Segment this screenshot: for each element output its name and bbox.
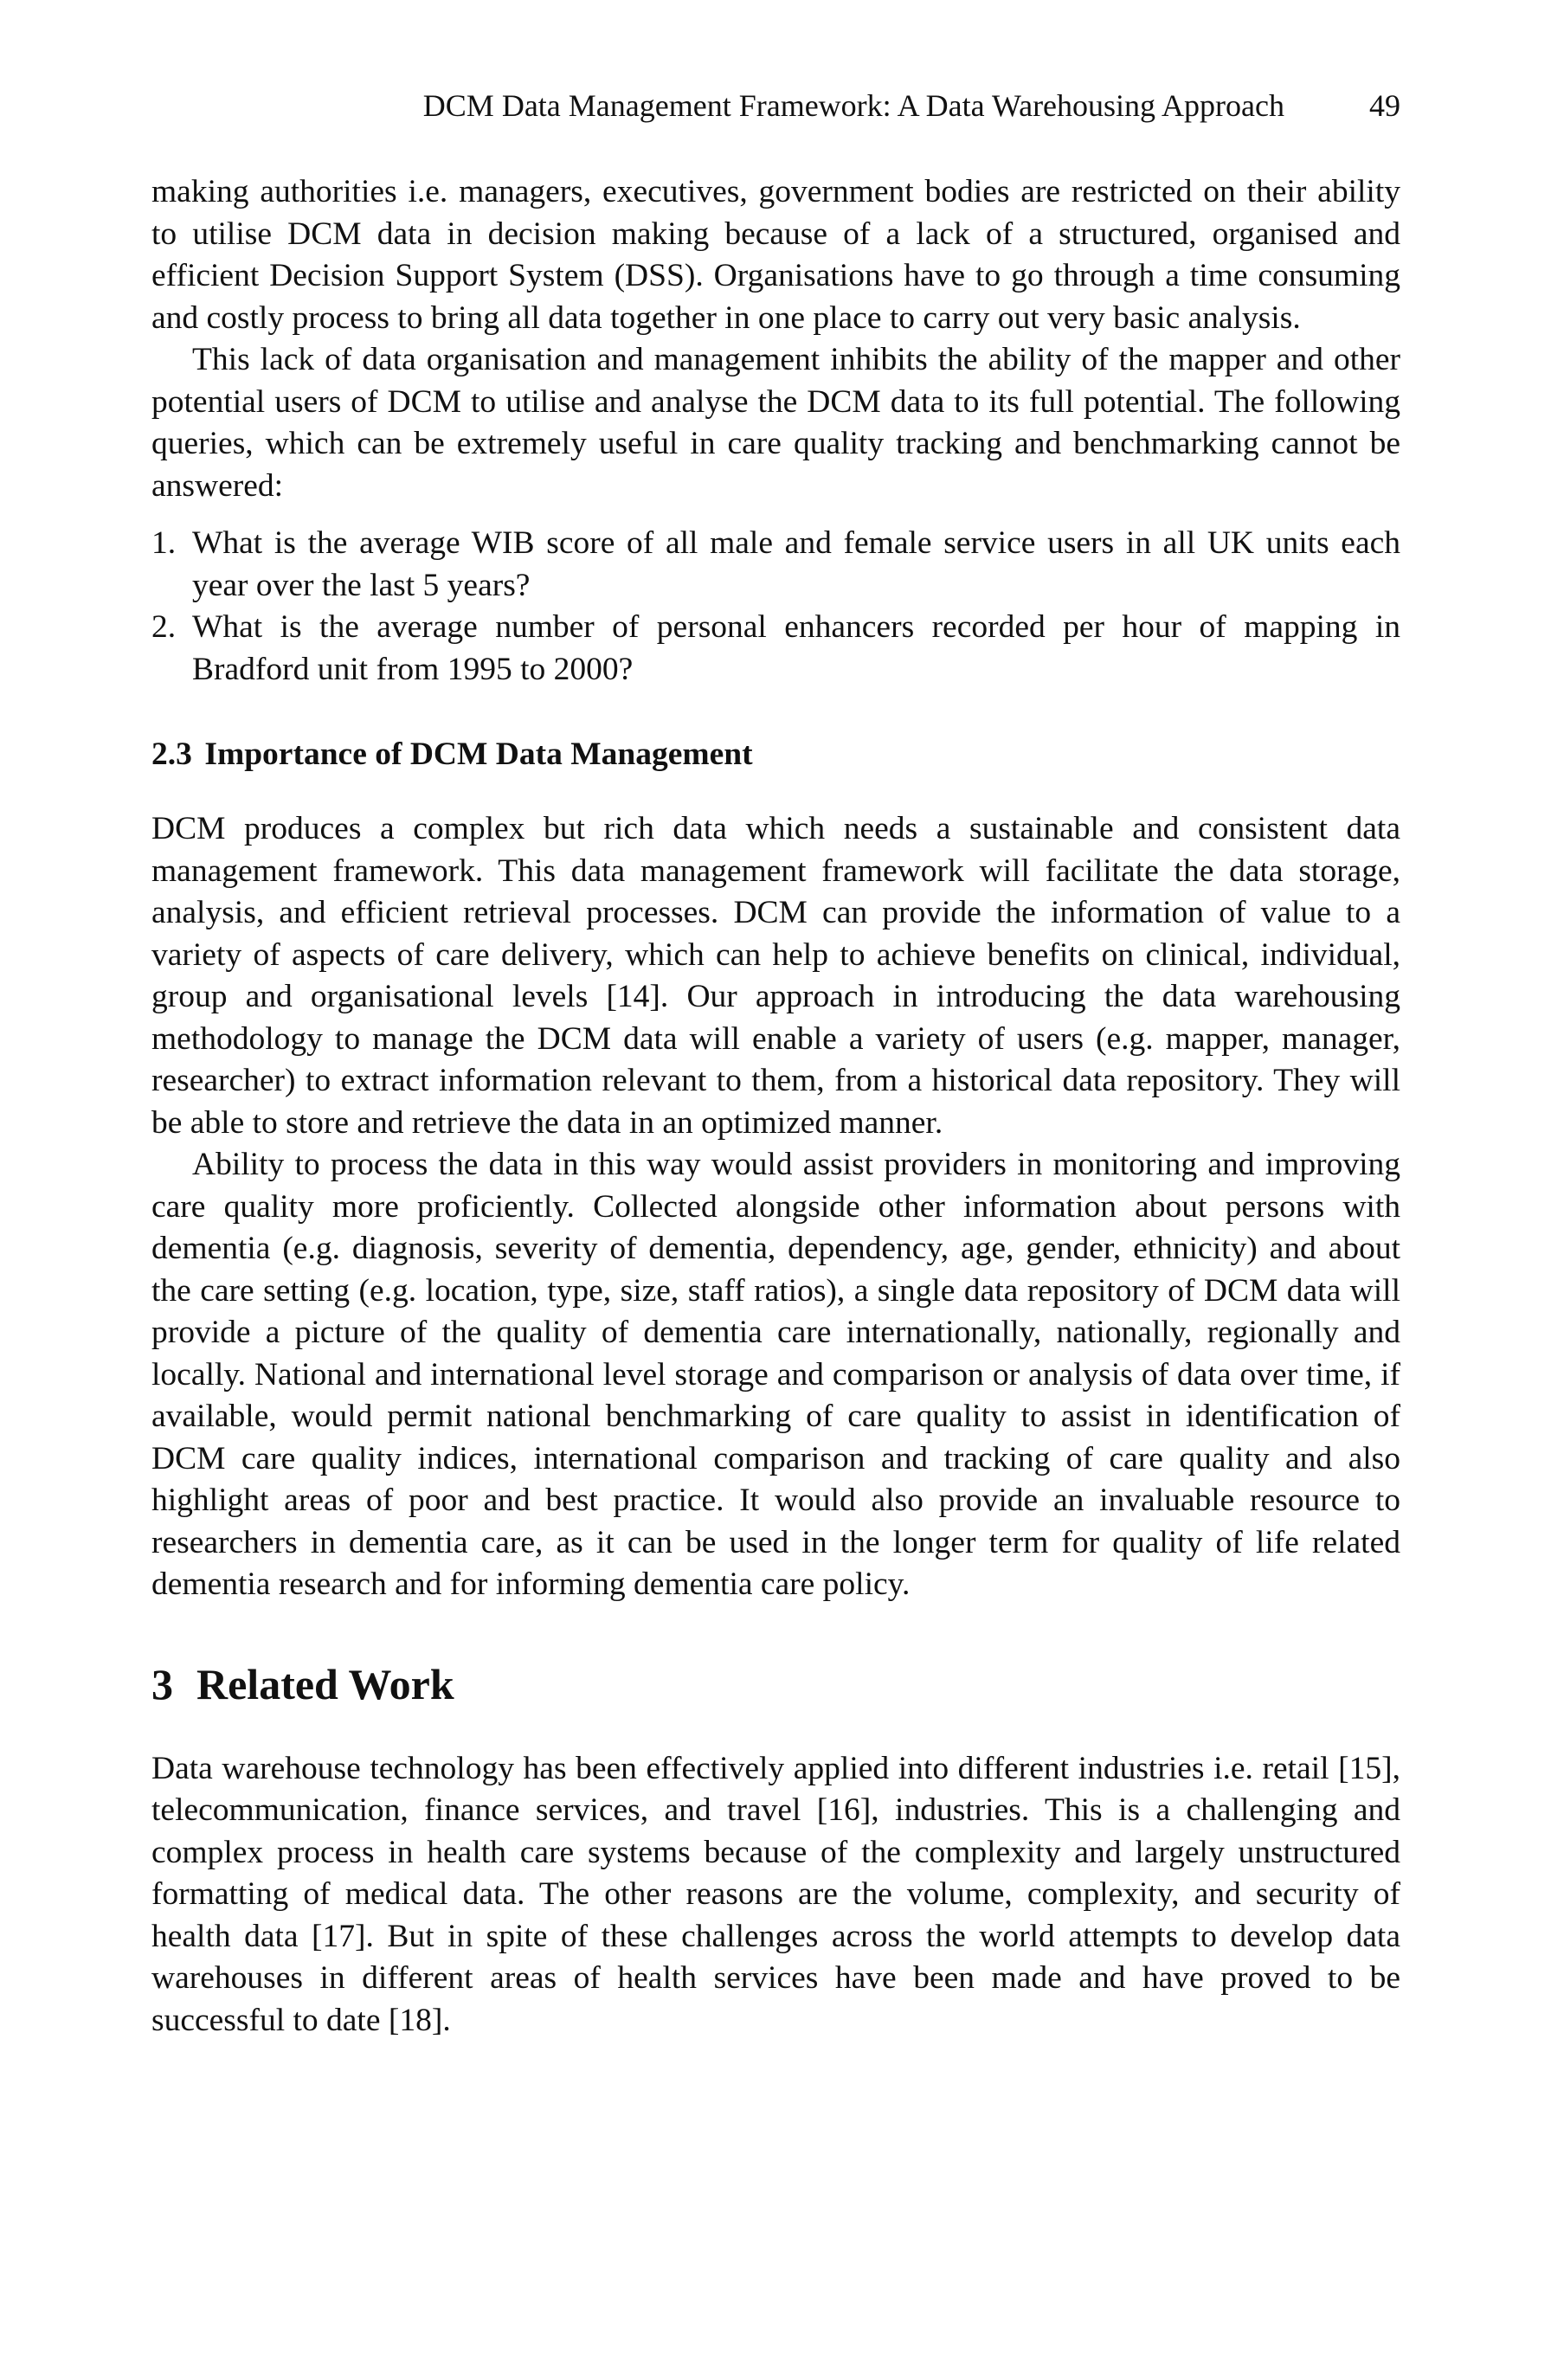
section-heading-3 bbox=[151, 1658, 1400, 1710]
subsection-number: 2.3 bbox=[151, 737, 192, 772]
list-item-text: What is the average number of personal enhancers recorded per hour of mapping in Bradford unit from 1995 to 2000? bbox=[192, 609, 1400, 687]
query-list bbox=[151, 523, 1400, 691]
page-number: 49 bbox=[1369, 88, 1400, 123]
running-head bbox=[151, 87, 1400, 125]
list-item-number: 2. bbox=[151, 609, 177, 645]
paragraph-queries-intro: This lack of data organisation and management inhibits the ability of the mapper and other potential users of DCM to utilise and analyse the DCM data to its full potential. The following queries, which can be extremely useful in care quality tracking and benchmarking cannot be answered: bbox=[151, 342, 1400, 504]
paragraph: DCM produces a complex but rich data which needs a sustainable and consistent data management framework. This data management framework will facilitate the data storage, analysis, and efficient retrieval processes. DCM can provide the information of value to a variety of aspects of care delivery, which can help to achieve benefits on clinical, individual, group and organisational levels [14]. Our approach in introducing the data warehousing methodology to manage the DCM data will enable a variety of users (e.g. mapper, manager, researcher) to extract information relevant to them, from a historical data repository. They will be able to store and retrieve the data in an optimized manner. bbox=[151, 811, 1400, 1141]
section-title: Related Work bbox=[196, 1659, 454, 1708]
list-item-text: What is the average WIB score of all male and female service users in all UK units each year over the last 5 years? bbox=[192, 525, 1400, 603]
page bbox=[151, 87, 1400, 2042]
section-number: 3 bbox=[151, 1659, 173, 1708]
paragraph-continued: making authorities i.e. managers, executives, government bodies are restricted on their ability to utilise DCM data in decision making because of a lack of a structured, organised and efficient Decision Support System (DSS). Organisations have to go through a time consuming and costly process to bring all data together in one place to carry out very basic analysis. bbox=[151, 174, 1400, 336]
list-item bbox=[151, 607, 1400, 691]
paragraph: Data warehouse technology has been effectively applied into different industries i.e. retail [15], telecommunication, finance services, and travel [16], industries. This is a challenging and complex process in health care systems because of the complexity and largely unstructured formatting of medical data. The other reasons are the volume, complexity, and security of health data [17]. But in spite of these challenges across the world attempts to develop data warehouses in different areas of health services have been made and have proved to be successful to date [18]. bbox=[151, 1750, 1400, 2038]
subsection-title: Importance of DCM Data Management bbox=[204, 737, 753, 772]
paragraph: Ability to process the data in this way would assist providers in monitoring and improving care quality more proficiently. Collected alongside other information about persons with dementia (e.g. diagnosis, severity of dementia, dependency, age, gender, ethnicity) and about the care setting (e.g. location, type, size, staff ratios), a single data repository of DCM data will provide a picture of the quality of dementia care internationally, nationally, regionally and locally. National and international level storage and comparison or analysis of data over time, if available, would permit national benchmarking of care quality to assist in identification of DCM care quality indices, international comparison and tracking of care quality and also highlight areas of poor and best practice. It would also provide an invaluable resource to researchers in dementia care, as it can be used in the longer term for quality of life related dementia research and for informing dementia care policy. bbox=[151, 1147, 1400, 1602]
list-item-number: 1. bbox=[151, 525, 177, 561]
list-item bbox=[151, 523, 1400, 607]
running-head-title: DCM Data Management Framework: A Data Warehousing Approach bbox=[422, 88, 1284, 123]
subsection-heading-2-3 bbox=[151, 734, 1400, 775]
